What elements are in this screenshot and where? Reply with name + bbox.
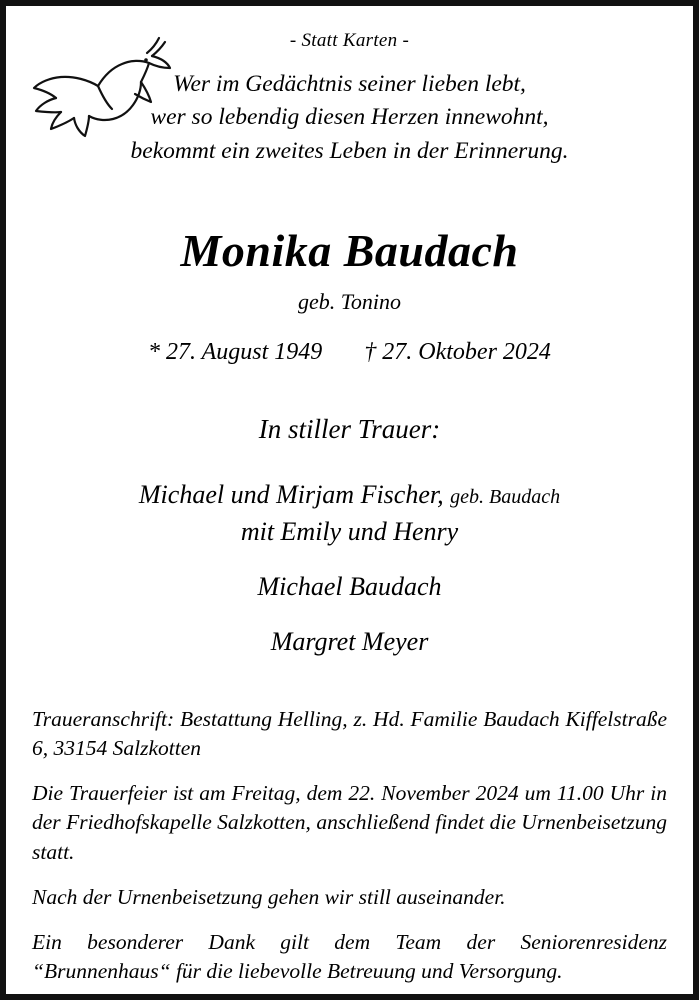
mourner-entry [32, 477, 667, 551]
mourning-address: Traueranschrift: Bestattung Helling, z. Hd. Familie Baudach Kiffelstraße 6, 33154 Salzkotten [32, 706, 667, 760]
funeral-details [32, 705, 667, 987]
mourner-name: Michael und Mirjam Fischer, [138, 480, 444, 510]
maiden-name: geb. Tonino [297, 289, 402, 315]
mourning-header: In stiller Trauer: [258, 414, 441, 445]
mourner-suffix: geb. Baudach [450, 486, 561, 509]
death-date: † 27. Oktober 2024 [364, 339, 551, 366]
deceased-name: Monika Baudach [180, 225, 519, 277]
mourner-entry [32, 624, 667, 661]
verse-line-2: wer so lebendig diesen Herzen innewohnt, [150, 104, 549, 131]
mourner-entry [32, 569, 667, 606]
thanks-note: Ein besonderer Dank gilt dem Team der Seniorenresidenz “Brunnenhaus“ für die liebevolle Betreuung und Versorgung. [32, 930, 667, 984]
mourner-name: Michael Baudach [257, 571, 442, 601]
after-burial-note: Nach der Urnenbeisetzung gehen wir still auseinander. [32, 884, 506, 909]
verse-line-3: bekommt ein zweites Leben in der Erinnerung. [130, 137, 569, 164]
mourner-second-line: mit Emily und Henry [240, 516, 459, 546]
life-dates [32, 339, 667, 366]
mourner-name: Margret Meyer [270, 626, 429, 656]
ceremony-info: Die Trauerfeier ist am Freitag, dem 22. November 2024 um 11.00 Uhr in der Friedhofskapelle Salzkotten, anschließend findet die Urnenbeisetzung statt. [32, 781, 667, 864]
header-note: - Statt Karten - [289, 30, 410, 51]
mourner-line [32, 477, 667, 514]
birth-date: * 27. August 1949 [148, 339, 323, 366]
verse-line-1: Wer im Gedächtnis seiner lieben lebt, [173, 71, 526, 97]
dove-icon [28, 28, 178, 158]
mourners-list [32, 477, 667, 661]
